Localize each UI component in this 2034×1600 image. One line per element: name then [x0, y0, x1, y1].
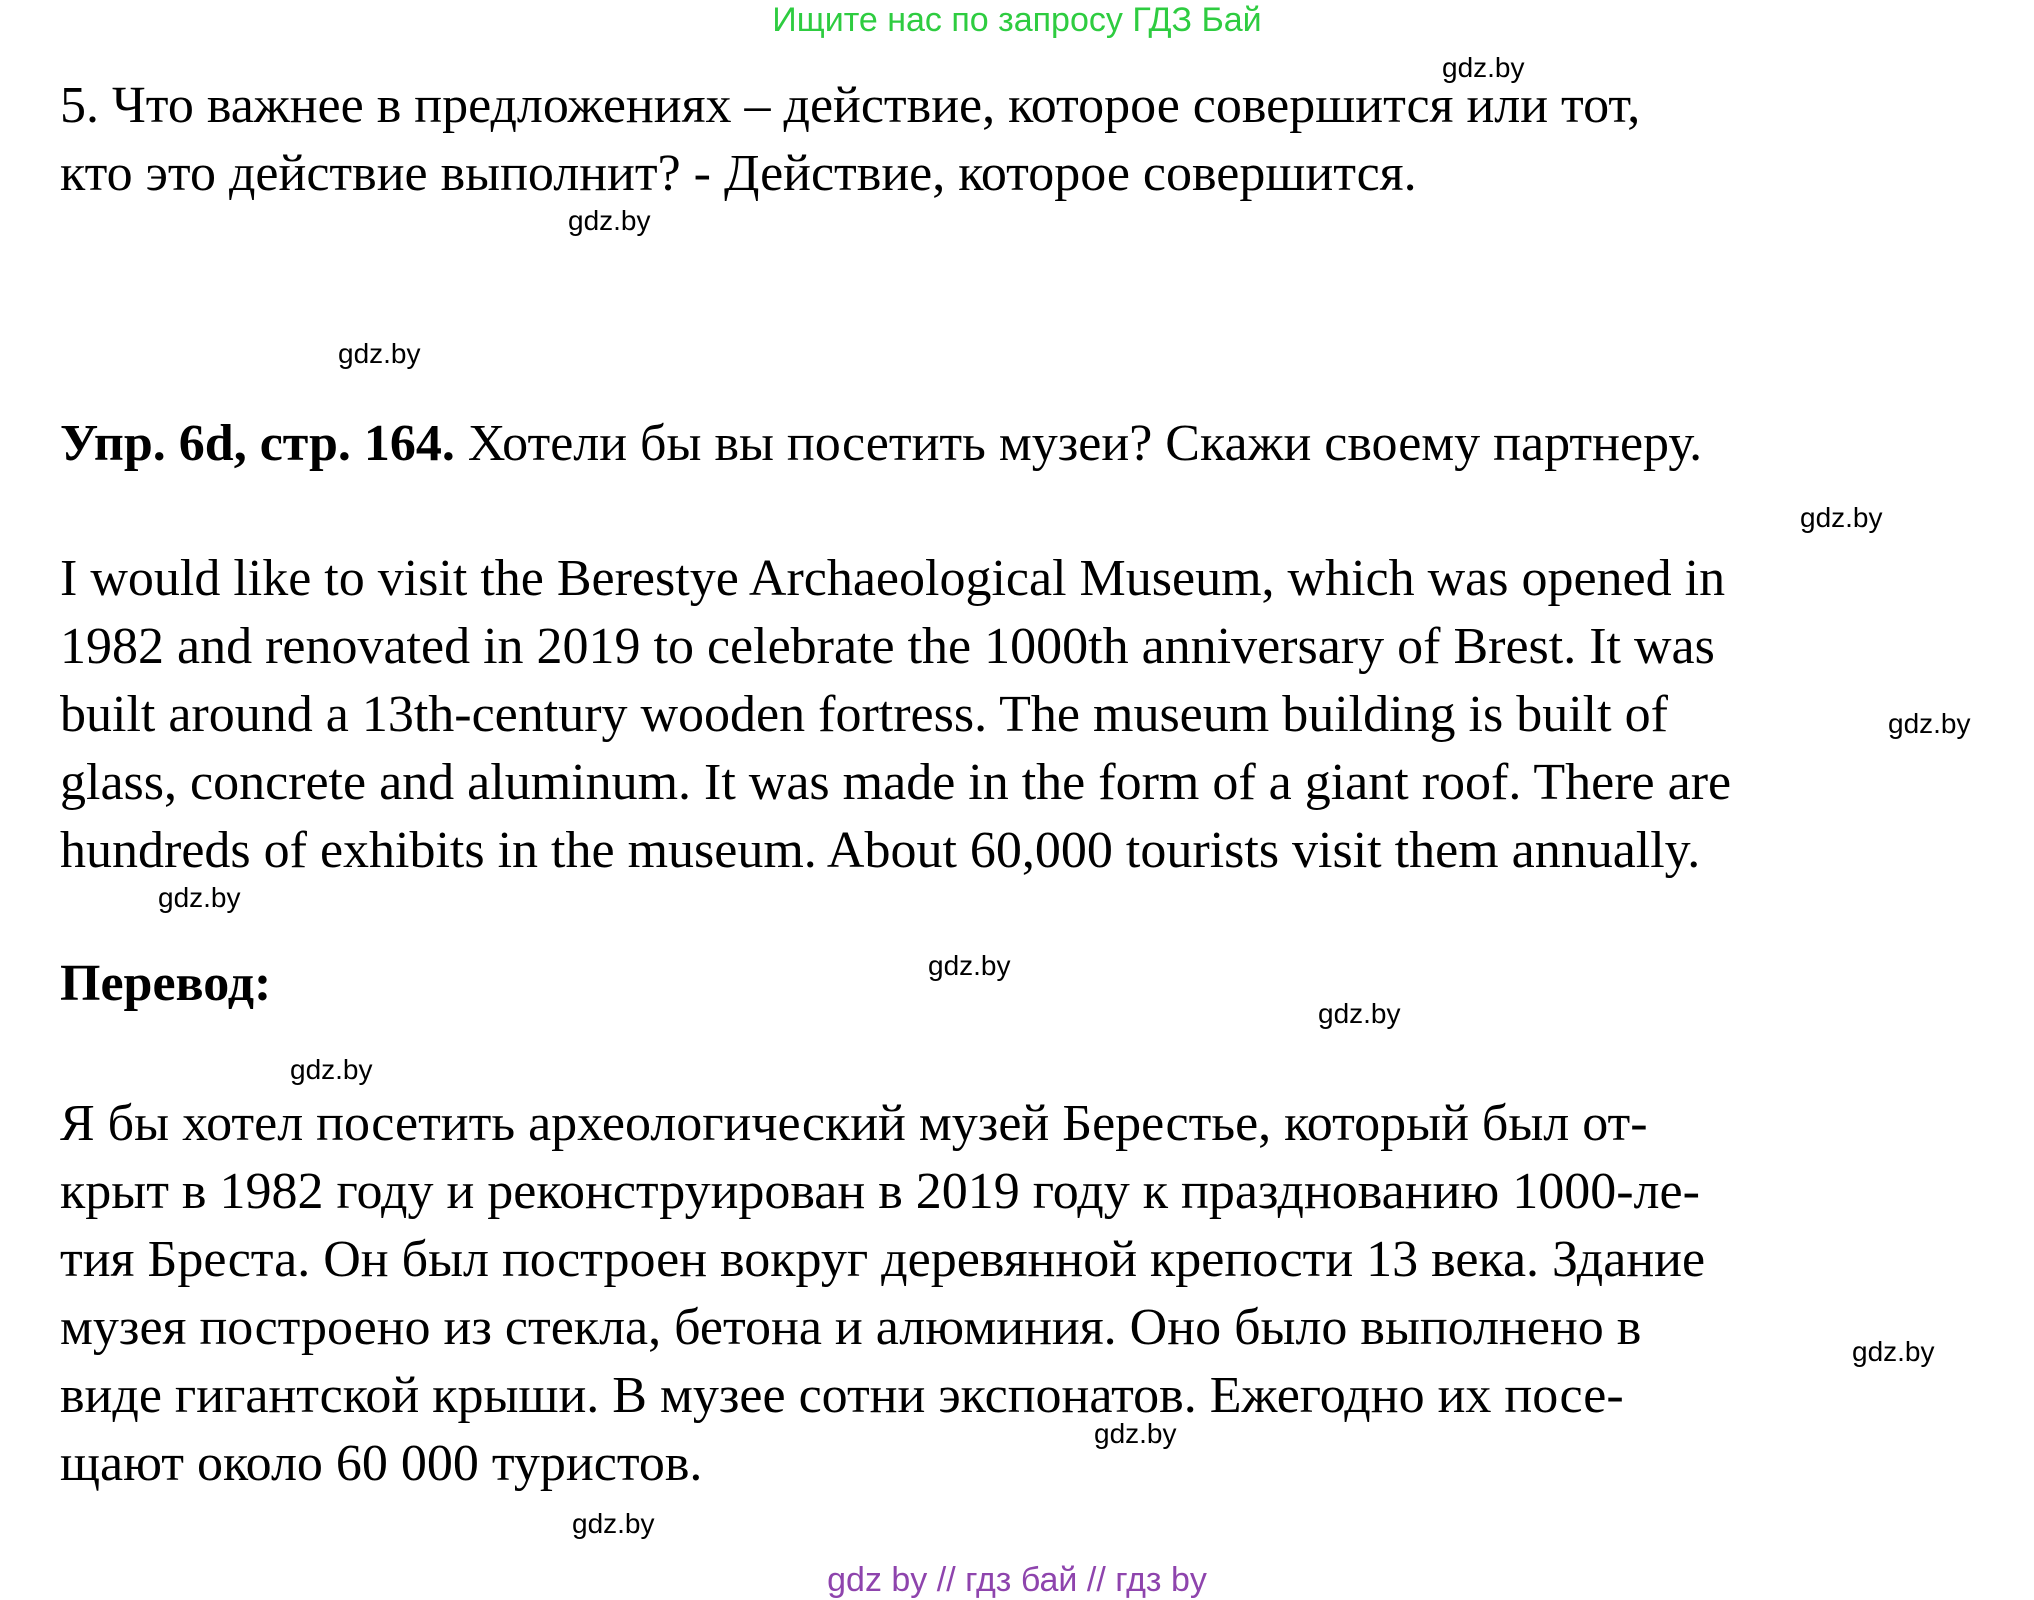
- exercise-heading: [60, 410, 1980, 478]
- watermark: gdz.by: [338, 338, 421, 369]
- translation-line: виде гигантской крыши. В музее сотни экспонатов. Ежегодно их посе-: [60, 1367, 1624, 1424]
- question-5: [60, 72, 1980, 208]
- watermark: gdz.by: [928, 950, 1011, 981]
- exercise-number: Упр. 6d, стр. 164.: [60, 415, 455, 472]
- translation-line: щают около 60 000 туристов.: [60, 1435, 703, 1492]
- watermark: gdz.by: [1318, 998, 1401, 1029]
- english-line: hundreds of exhibits in the museum. About 60,000 tourists visit them annually.: [60, 822, 1701, 879]
- search-banner: Ищите нас по запросу ГДЗ Бай: [772, 1, 1262, 39]
- english-line: glass, concrete and aluminum. It was made in the form of a giant roof. There are: [60, 754, 1732, 811]
- footer-links: gdz by // гдз бай // гдз by: [827, 1561, 1207, 1599]
- translation-text: [60, 1090, 1980, 1498]
- translation-line: тия Бреста. Он был построен вокруг деревянной крепости 13 века. Здание: [60, 1231, 1706, 1288]
- question-5-line: кто это действие выполнит? - Действие, которое совершится.: [60, 145, 1417, 202]
- watermark: gdz.by: [1888, 708, 1971, 739]
- watermark: gdz.by: [1852, 1336, 1935, 1367]
- english-line: 1982 and renovated in 2019 to celebrate the 1000th anniversary of Brest. It was: [60, 618, 1715, 675]
- watermark: gdz.by: [568, 205, 651, 236]
- watermark: gdz.by: [1442, 52, 1525, 83]
- english-line: I would like to visit the Berestye Archaeological Museum, which was opened in: [60, 550, 1726, 607]
- translation-heading: Перевод:: [60, 955, 272, 1012]
- english-line: built around a 13th-century wooden fortress. The museum building is built of: [60, 686, 1668, 743]
- translation-line: крыт в 1982 году и реконструирован в 2019 году к празднованию 1000-ле-: [60, 1163, 1700, 1220]
- watermark: gdz.by: [572, 1508, 655, 1539]
- watermark: gdz.by: [158, 882, 241, 913]
- watermark: gdz.by: [1094, 1418, 1177, 1449]
- watermark: gdz.by: [290, 1054, 373, 1085]
- exercise-instruction: Хотели бы вы посетить музеи? Скажи своему партнеру.: [454, 415, 1703, 472]
- question-5-line: 5. Что важнее в предложениях – действие, которое совершится или тот,: [60, 77, 1641, 134]
- translation-line: Я бы хотел посетить археологический музей Берестье, который был от-: [60, 1095, 1648, 1152]
- english-answer: [60, 545, 1980, 885]
- translation-line: музея построено из стекла, бетона и алюминия. Оно было выполнено в: [60, 1299, 1642, 1356]
- watermark: gdz.by: [1800, 502, 1883, 533]
